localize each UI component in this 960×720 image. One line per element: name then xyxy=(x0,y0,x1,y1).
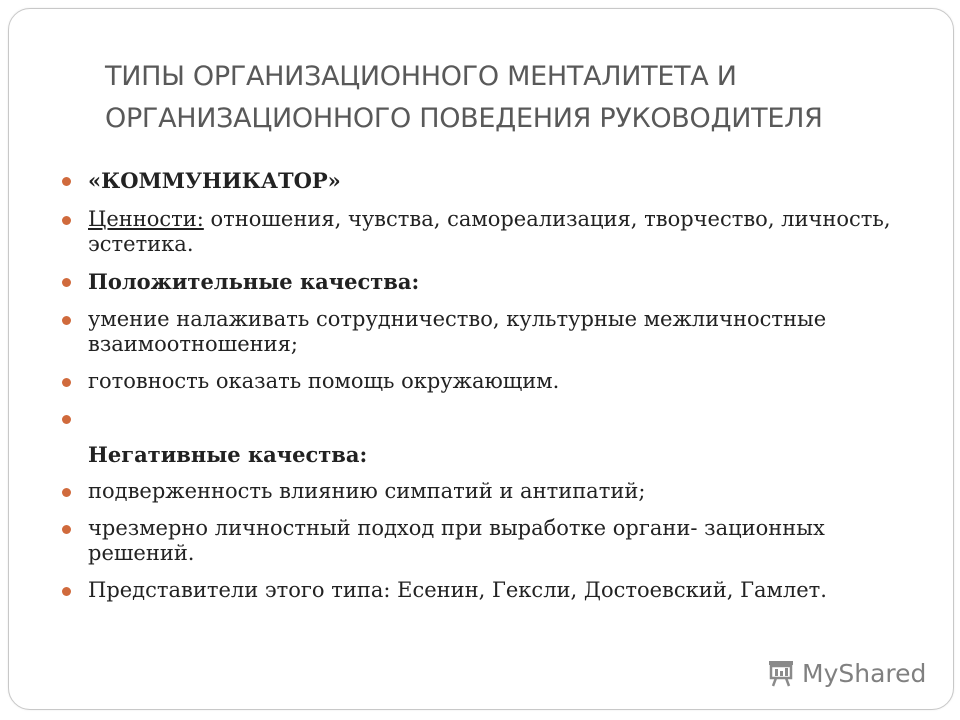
bullet-item-empty xyxy=(60,406,900,431)
presentation-icon xyxy=(766,659,796,687)
bullet-item xyxy=(60,207,900,257)
bullet-dot-icon xyxy=(62,587,71,596)
negative-item-1: подверженность влиянию симпатий и антипатий; xyxy=(88,479,646,503)
values-text: отношения, чувства, самореализация, творчество, личность, эстетика. xyxy=(88,207,891,256)
bullet-item xyxy=(60,479,900,504)
positive-heading: Положительные качества: xyxy=(88,269,420,294)
bullet-item xyxy=(60,369,900,394)
negative-item-2: чрезмерно личностный подход при выработке органи- зационных решений. xyxy=(88,516,825,565)
values-label: Ценности: xyxy=(88,207,204,231)
representatives: Представители этого типа: Есенин, Гексли, Достоевский, Гамлет. xyxy=(88,578,827,602)
bullet-dot-icon xyxy=(62,378,71,387)
bullet-item xyxy=(60,516,900,566)
bullet-list xyxy=(60,168,900,603)
bullet-item xyxy=(60,269,900,295)
bullet-dot-icon xyxy=(62,278,71,287)
bullet-dot-icon xyxy=(62,177,71,186)
bullet-item xyxy=(60,578,900,603)
bullet-dot-icon xyxy=(62,415,71,424)
bullet-dot-icon xyxy=(62,316,71,325)
title-line-1: ТИПЫ ОРГАНИЗАЦИОННОГО МЕНТАЛИТЕТА И xyxy=(105,61,737,92)
positive-item-1: умение налаживать сотрудничество, культурные межличностные взаимоотношения; xyxy=(88,307,827,356)
bullet-item xyxy=(60,307,900,357)
empty-bullet-text xyxy=(88,406,95,430)
type-name: «КОММУНИКАТОР» xyxy=(88,168,341,193)
bullet-item xyxy=(60,442,900,468)
bullet-dot-icon xyxy=(62,525,71,534)
bullet-item xyxy=(60,168,900,194)
negative-heading: Негативные качества: xyxy=(88,442,368,467)
watermark-text: MyShared xyxy=(802,658,927,688)
bullet-dot-icon xyxy=(62,488,71,497)
bullet-dot-icon xyxy=(62,216,71,225)
positive-item-2: готовность оказать помощь окружающим. xyxy=(88,369,560,393)
slide-title xyxy=(105,56,925,140)
title-line-2: ОРГАНИЗАЦИОННОГО ПОВЕДЕНИЯ РУКОВОДИТЕЛЯ xyxy=(105,103,823,134)
watermark-logo xyxy=(766,656,926,690)
